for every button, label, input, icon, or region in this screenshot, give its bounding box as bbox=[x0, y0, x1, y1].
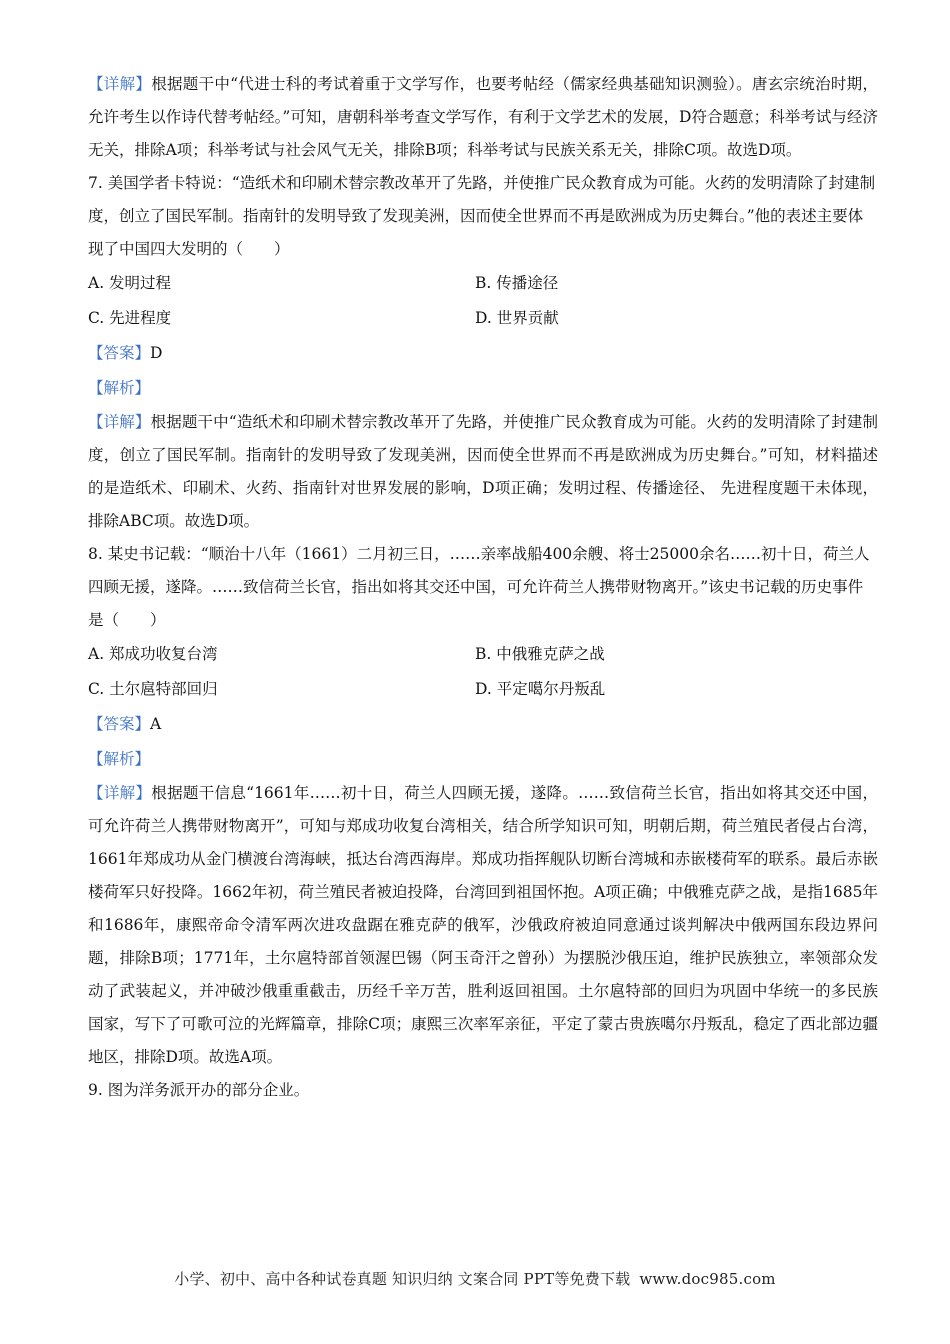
detail-tag: 【详解】 bbox=[88, 75, 152, 93]
q8-stem: 8. 某史书记载：“顺治十八年（1661）二月初三日，……亲率战船400余艘、将士25000余名……初十日，荷兰人四顾无援，遂降。……致信荷兰长官，指出如将其交还中国，可允许荷兰人携带财物离开。”该史书记载的历史事件是（ ） bbox=[88, 545, 870, 629]
q7-option-c: C. 先进程度 bbox=[88, 309, 172, 327]
q7-option-b: B. 传播途径 bbox=[475, 274, 559, 292]
q8-option-c: C. 土尔扈特部回归 bbox=[88, 680, 218, 698]
q7-options bbox=[88, 266, 878, 336]
answer-value: A bbox=[150, 715, 162, 733]
detail-text: 根据题干中“代进士科的考试着重于文学写作，也要考帖经（儒家经典基础知识测验）。唐玄宗统治时期，允许考生以作诗代替考帖经。”可知，唐朝科举考查文学写作，有利于文学艺术的发展，D符合题意；科举考试与经济无关，排除A项；科举考试与社会风气无关，排除B项；科举考试与民族关系无关，排除C项。故选D项。 bbox=[88, 75, 878, 159]
detail-text: 根据题干中“造纸术和印刷术替宗教改革开了先路，并使推广民众教育成为可能。火药的发明清除了封建制度，创立了国民军制。指南针的发明导致了发现美洲，因而使全世界而不再是欧洲成为历史舞台。”可知，材料描述的是造纸术、印刷术、火药、指南针对世界发展的影响，D项正确；发明过程、传播途径、 先进程度题干未体现，排除ABC项。故选D项。 bbox=[88, 413, 878, 530]
q9-stem: 9. 图为洋务派开办的部分企业。 bbox=[88, 1081, 310, 1099]
q7-answer bbox=[88, 336, 878, 371]
q7-analysis-tag: 【解析】 bbox=[88, 379, 151, 397]
answer-tag: 【答案】 bbox=[88, 344, 151, 362]
answer-tag: 【答案】 bbox=[88, 715, 151, 733]
q8-option-a: A. 郑成功收复台湾 bbox=[88, 645, 218, 663]
footer-text: 小学、初中、高中各种试卷真题 知识归纳 文案合同 PPT等免费下载 bbox=[174, 1270, 631, 1288]
footer-site-link[interactable]: www.doc985.com bbox=[639, 1270, 776, 1288]
q7-option-d: D. 世界贡献 bbox=[475, 309, 559, 327]
q8-answer bbox=[88, 707, 878, 742]
q7-stem: 7. 美国学者卡特说：“造纸术和印刷术替宗教改革开了先路，并使推广民众教育成为可能。火药的发明清除了封建制度，创立了国民军制。指南针的发明导致了发现美洲，因而使全世界而不再是欧洲成为历史舞台。”他的表述主要体现了中国四大发明的（ ） bbox=[88, 174, 876, 258]
q6-detail bbox=[88, 68, 878, 167]
detail-tag: 【详解】 bbox=[88, 784, 152, 802]
q8-option-b: B. 中俄雅克萨之战 bbox=[475, 645, 605, 663]
q7-option-a: A. 发明过程 bbox=[88, 274, 172, 292]
document-page bbox=[88, 68, 878, 1107]
q8-analysis-tag: 【解析】 bbox=[88, 750, 151, 768]
detail-tag: 【详解】 bbox=[88, 413, 151, 431]
answer-value: D bbox=[150, 344, 163, 362]
detail-text: 根据题干信息“1661年……初十日，荷兰人四顾无援，遂降。……致信荷兰长官，指出如将其交还中国，可允许荷兰人携带财物离开”，可知与郑成功收复台湾相关，结合所学知识可知，明朝后期，荷兰殖民者侵占台湾，1661年郑成功从金门横渡台湾海峡，抵达台湾西海岸。郑成功指挥舰队切断台湾城和赤嵌楼荷军的联系。最后赤嵌楼荷军只好投降。1662年初，荷兰殖民者被迫投降，台湾回到祖国怀抱。A项正确；中俄雅克萨之战，是指1685年和1686年，康熙帝命令清军两次进攻盘踞在雅克萨的俄军，沙俄政府被迫同意通过谈判解决中俄两国东段边界问题，排除B项；1771年，土尔扈特部首领渥巴锡（阿玉奇汗之曾孙）为摆脱沙俄压迫，维护民族独立，率领部众发动了武装起义，并冲破沙俄重重截击，历经千辛万苦，胜利返回祖国。土尔扈特部的回归为巩固中华统一的多民族国家，写下了可歌可泣的光辉篇章，排除C项；康熙三次率军亲征，平定了蒙古贵族噶尔丹叛乱，稳定了西北部边疆地区，排除D项。故选A项。 bbox=[88, 784, 878, 1066]
q7-detail bbox=[88, 406, 878, 538]
q8-detail bbox=[88, 777, 878, 1074]
q8-option-d: D. 平定噶尔丹叛乱 bbox=[475, 680, 606, 698]
q8-options bbox=[88, 637, 878, 707]
page-footer bbox=[0, 1268, 950, 1289]
